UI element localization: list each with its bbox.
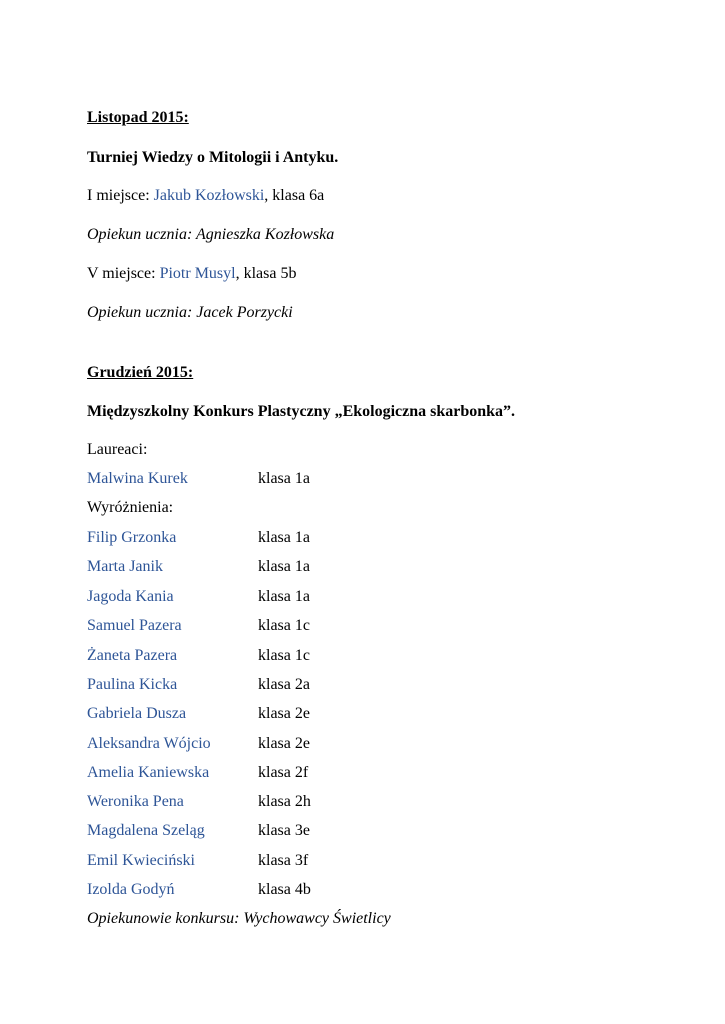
class-text: , klasa 5b — [235, 265, 297, 282]
contest-title-mythology: Turniej Wiedzy o Mitologii i Antyku. — [87, 149, 339, 166]
list-item-name: Filip Grzonka — [87, 529, 177, 546]
tutor-first-place: Opiekun ucznia: Agnieszka Kozłowska — [87, 226, 335, 243]
list-item-class: klasa 4b — [258, 881, 311, 898]
list-item-class: klasa 3f — [258, 852, 309, 869]
honors-label: Wyróżnienia: — [87, 499, 174, 516]
list-item-class: klasa 2e — [258, 735, 310, 752]
place-label: V miejsce: — [87, 265, 160, 282]
list-item-name: Marta Janik — [87, 558, 163, 575]
list-item-name: Magdalena Szeląg — [87, 822, 205, 839]
section-heading-november: Listopad 2015: — [87, 109, 189, 126]
list-item-name: Amelia Kaniewska — [87, 764, 210, 781]
list-item-name: Weronika Pena — [87, 793, 184, 810]
list-item-name: Jagoda Kania — [87, 588, 174, 605]
list-item-name: Izolda Godyń — [87, 881, 175, 898]
list-item-class: klasa 1c — [258, 617, 310, 634]
result-first-place — [87, 186, 324, 206]
laureates-label: Laureaci: — [87, 441, 148, 458]
list-item-class: klasa 1c — [258, 647, 310, 664]
list-item-class: klasa 2e — [258, 705, 310, 722]
list-item-name: Żaneta Pazera — [87, 647, 178, 664]
list-item-class: klasa 2f — [258, 764, 309, 781]
list-item-class: klasa 2a — [258, 676, 310, 693]
list-item-class: klasa 1a — [258, 470, 310, 487]
student-name: Piotr Musyl — [159, 265, 236, 282]
list-item-name: Gabriela Dusza — [87, 705, 187, 722]
class-text: , klasa 6a — [264, 187, 325, 204]
list-item-class: klasa 3e — [258, 822, 310, 839]
list-item-class: klasa 1a — [258, 529, 310, 546]
list-item-class: klasa 1a — [258, 588, 310, 605]
list-item-class: klasa 2h — [258, 793, 311, 810]
list-item-class: klasa 1a — [258, 558, 310, 575]
list-item-name: Malwina Kurek — [87, 470, 188, 487]
list-item-name: Samuel Pazera — [87, 617, 182, 634]
list-item-name: Aleksandra Wójcio — [87, 735, 211, 752]
list-item-name: Emil Kwieciński — [87, 852, 195, 869]
section-heading-december: Grudzień 2015: — [87, 364, 194, 381]
contest-title-eco: Międzyszkolny Konkurs Plastyczny „Ekologiczna skarbonka”. — [87, 403, 516, 420]
place-label: I miejsce: — [87, 187, 154, 204]
tutor-fifth-place: Opiekun ucznia: Jacek Porzycki — [87, 304, 293, 321]
organizers-note: Opiekunowie konkursu: Wychowawcy Świetlicy — [87, 910, 391, 927]
result-fifth-place — [87, 264, 296, 284]
list-item-name: Paulina Kicka — [87, 676, 178, 693]
student-name: Jakub Kozłowski — [153, 187, 265, 204]
